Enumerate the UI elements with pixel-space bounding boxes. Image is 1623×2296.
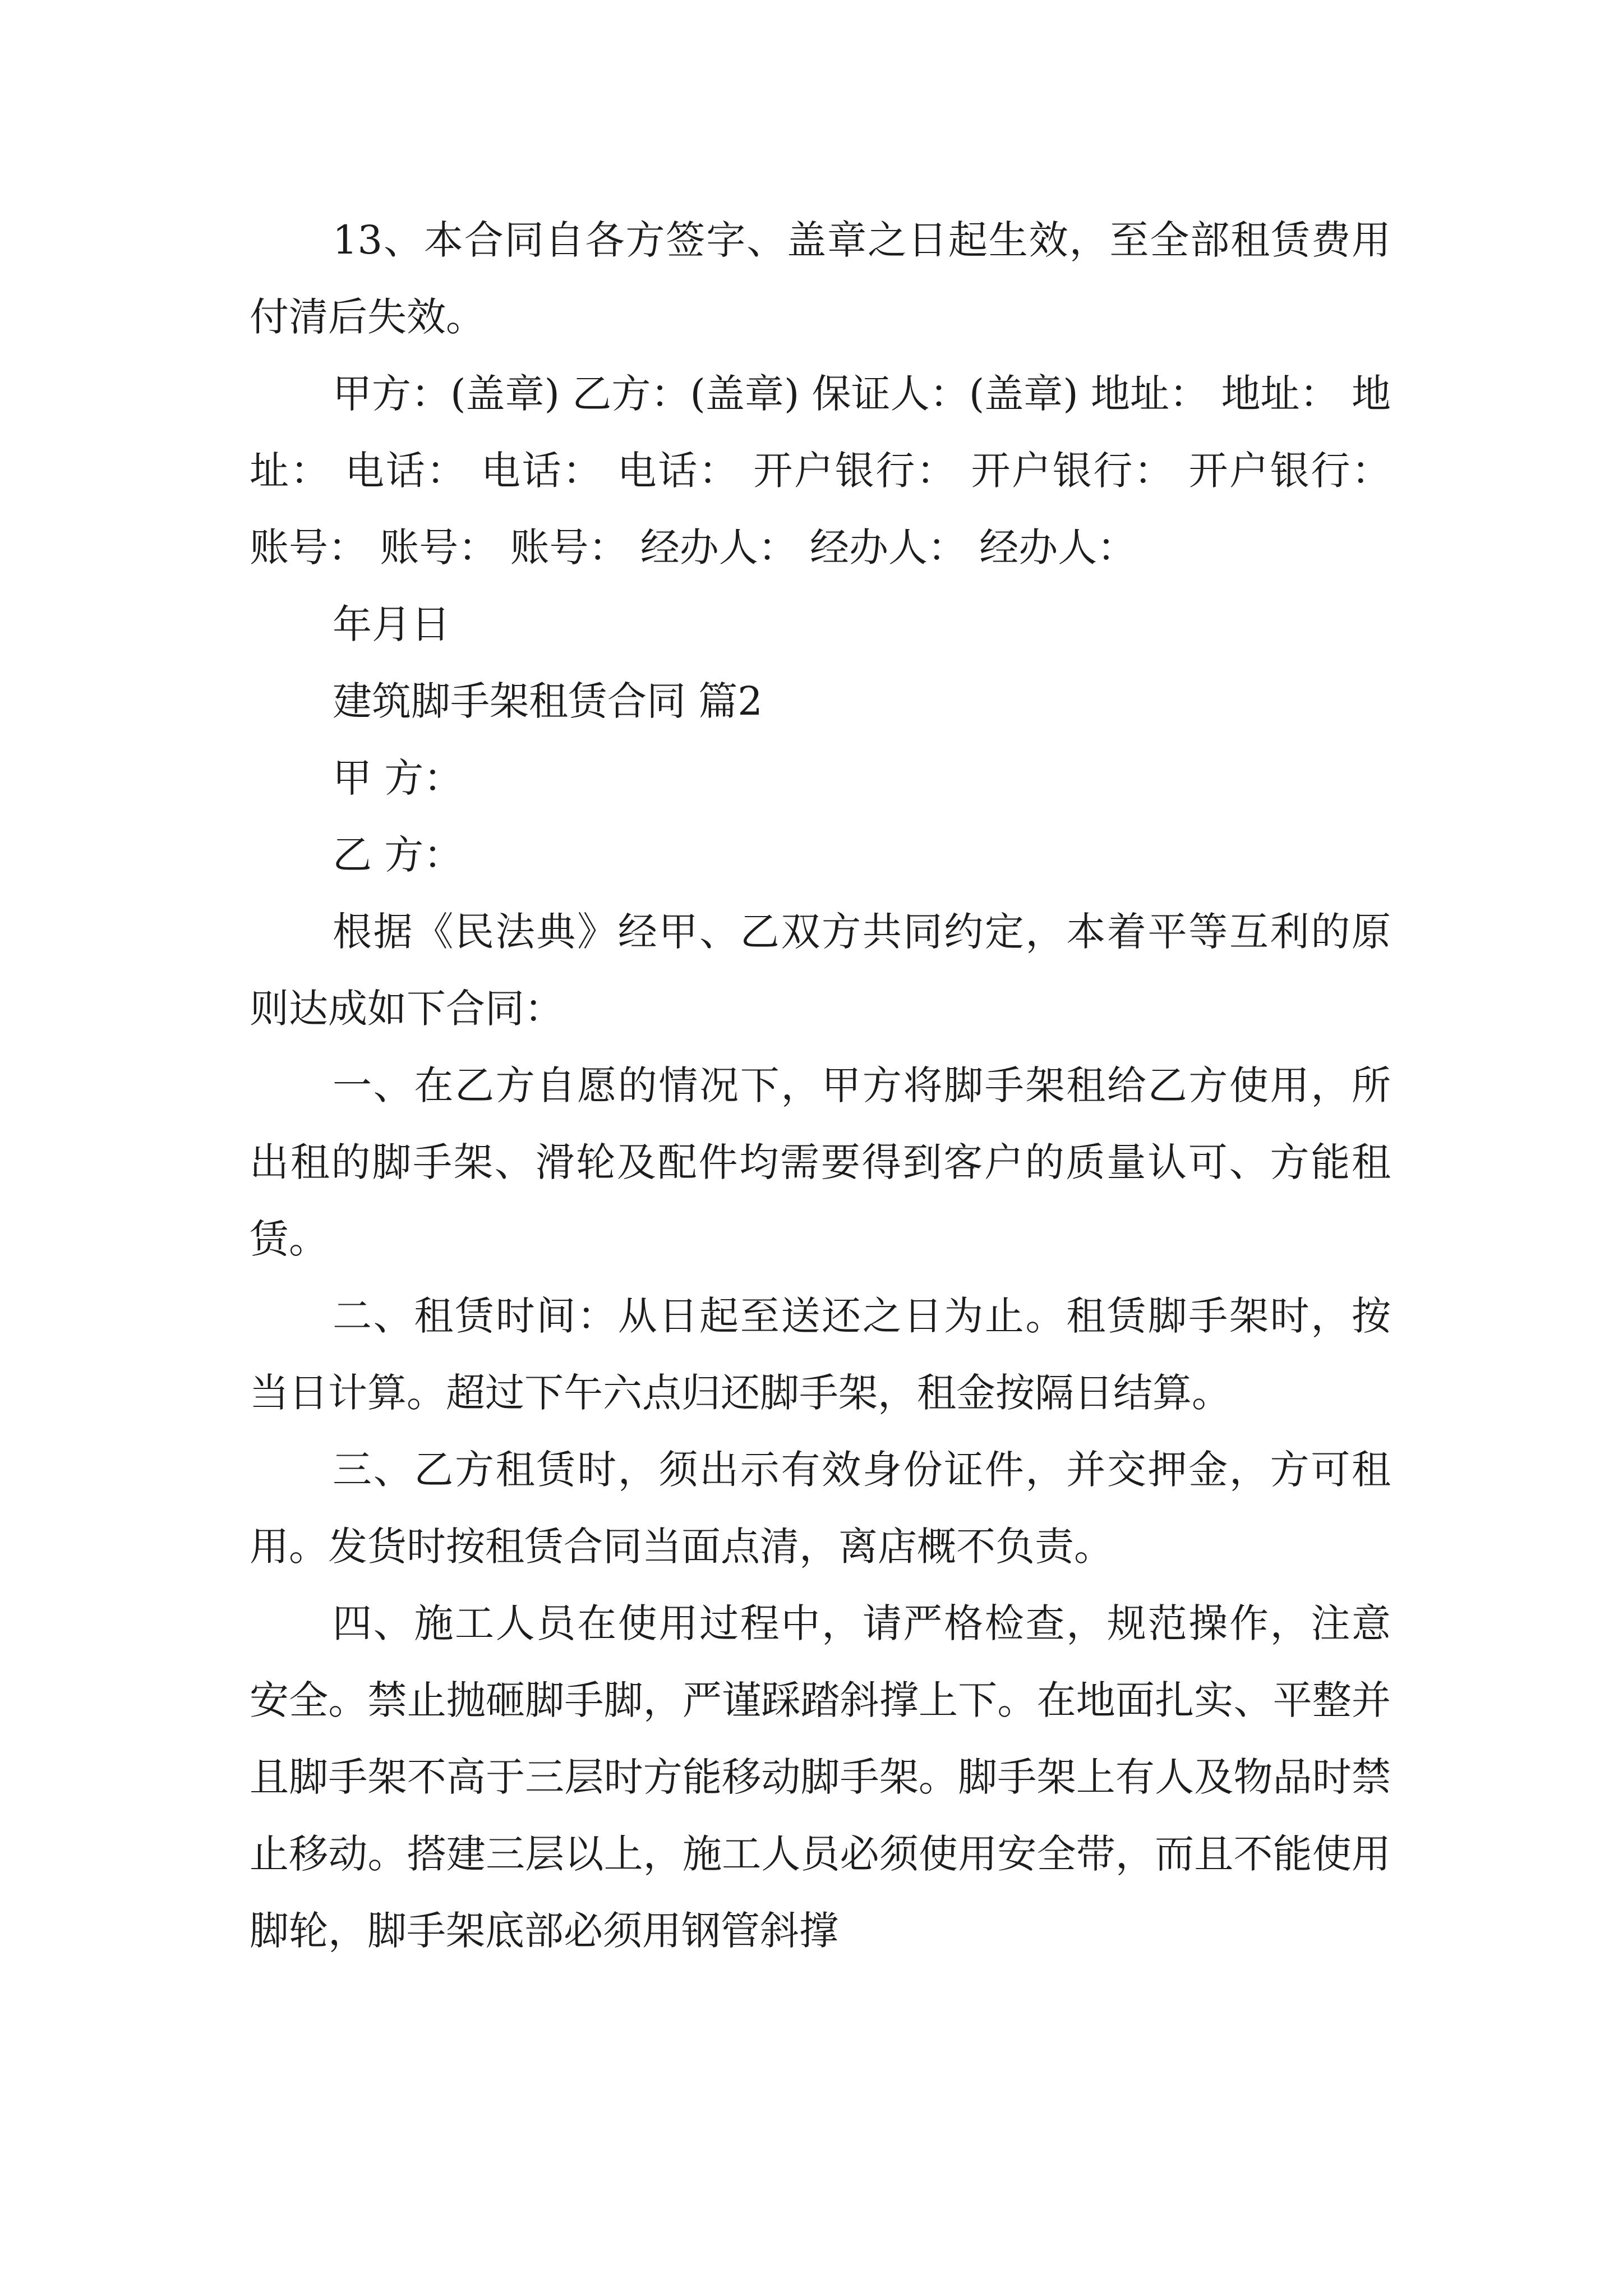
clause-1: 一、在乙方自愿的情况下，甲方将脚手架租给乙方使用，所出租的脚手架、滑轮及配件均需要得到客户的质量认可、方能租赁。 bbox=[250, 1062, 1391, 1262]
preamble: 根据《民法典》经甲、乙双方共同约定，本着平等互利的原则达成如下合同： bbox=[250, 909, 1391, 1032]
party-a-line: 甲 方： bbox=[333, 755, 463, 801]
clause-4: 四、施工人员在使用过程中，请严格检查，规范操作，注意安全。禁止抛砸脚手脚，严谨踩踏斜撑上下。在地面扎实、平整并且脚手架不高于三层时方能移动脚手架。脚手架上有人及物品时禁止移动。搭建三层以上，施工人员必须使用安全带，而且不能使用脚轮，脚手架底部必须用钢管斜撑 bbox=[250, 1600, 1391, 1954]
document-body bbox=[250, 202, 1391, 1970]
section-title: 建筑脚手架租赁合同 篇2 bbox=[333, 678, 763, 724]
date-line: 年月日 bbox=[333, 601, 450, 647]
party-b-line: 乙 方： bbox=[333, 832, 463, 878]
clause-3: 三、乙方租赁时，须出示有效身份证件，并交押金，方可租用。发货时按租赁合同当面点清，离店概不负责。 bbox=[250, 1447, 1391, 1570]
signature-block: 甲方：(盖章) 乙方：(盖章) 保证人：(盖章) 地址： 地址： 地址： 电话： 电话： 电话： 开户银行： 开户银行： 开户银行： 账号： 账号： 账号： 经办人： 经办人： 经办人： bbox=[250, 371, 1391, 570]
clause-13-effective: 13、本合同自各方签字、盖章之日起生效，至全部租赁费用付清后失效。 bbox=[250, 217, 1391, 340]
clause-2: 二、租赁时间：从日起至送还之日为止。租赁脚手架时，按当日计算。超过下午六点归还脚手架，租金按隔日结算。 bbox=[250, 1293, 1391, 1416]
